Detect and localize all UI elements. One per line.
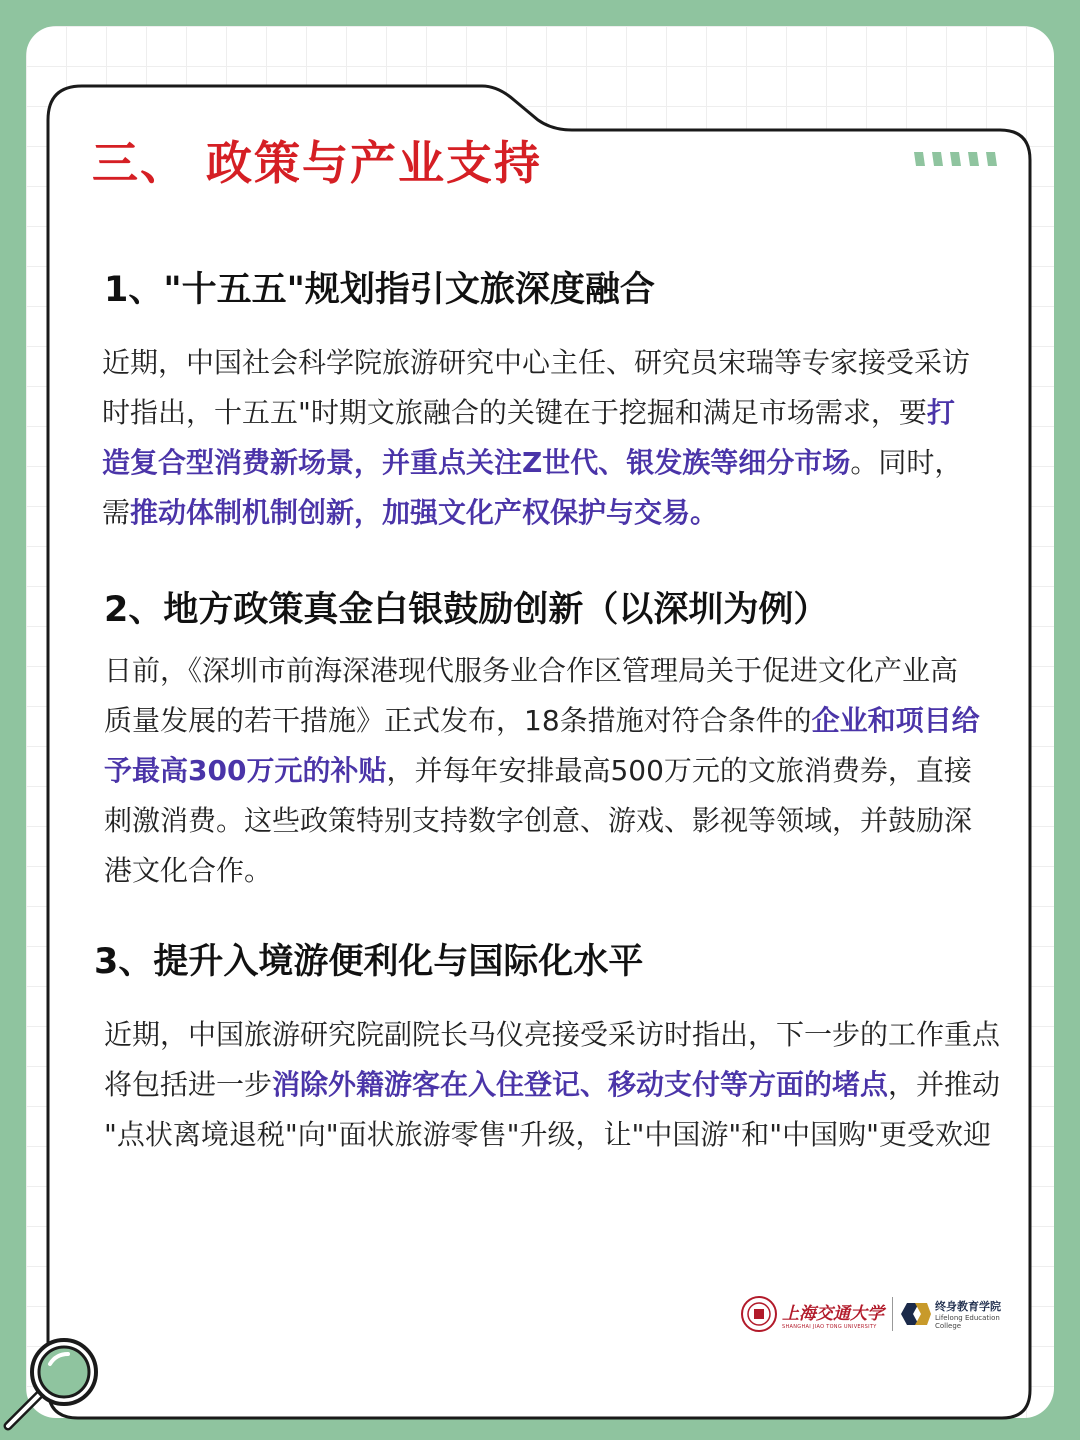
lifelong-education-logo-icon xyxy=(901,1299,931,1329)
item-3-body xyxy=(104,1010,1014,1160)
item-2-body xyxy=(104,646,984,896)
body-text: 日前，《深圳市前海深港现代服务业合作区管理局关于促进文化产业高质量发展的若干措施》正式发布，18条措施对符合条件的 xyxy=(104,654,959,737)
footer-logos xyxy=(740,1292,1010,1336)
decorative-stripes-icon xyxy=(912,148,998,170)
lec-name-en-2: College xyxy=(935,1322,962,1330)
logo-divider xyxy=(892,1297,893,1331)
lec-name-en-1: Lifelong Education xyxy=(935,1314,1000,1322)
highlight-text: 推动体制机制创新，加强文化产权保护与交易。 xyxy=(130,496,719,529)
highlight-text: 企业和项目给予最高300万元的补贴 xyxy=(104,704,980,787)
body-text: ，并推动 "点状离境退税"向"面状旅游零售"升级，让"中国游"和"中国购"更受欢迎 xyxy=(104,1068,1001,1151)
highlight-text: 打造复合型消费新场景，并重点关注Z世代、银发族等细分市场 xyxy=(102,396,955,479)
item-1-body xyxy=(102,338,982,538)
body-text: 。同时，需 xyxy=(102,446,963,529)
body-text: 近期，中国社会科学院旅游研究中心主任、研究员宋瑞等专家接受采访时指出，十五五"时期文旅融合的关键在于挖掘和满足市场需求，要 xyxy=(102,346,971,429)
body-text: ，并每年安排最高500万元的文旅消费券，直接刺激消费。这些政策特别支持数字创意、游戏、影视等领域，并鼓励深港文化合作。 xyxy=(104,754,973,887)
highlight-text: 消除外籍游客在入住登记、移动支付等方面的堵点 xyxy=(272,1068,889,1101)
sjtu-name-en: SHANGHAI JIAO TONG UNIVERSITY xyxy=(782,1323,877,1330)
lec-name-cn: 终身教育学院 xyxy=(935,1300,1001,1313)
item-1-heading: 1、"十五五"规划指引文旅深度融合 xyxy=(104,270,655,310)
item-3-heading: 3、提升入境游便利化与国际化水平 xyxy=(94,942,644,982)
sjtu-seal-icon xyxy=(740,1295,778,1333)
section-title: 三、 政策与产业支持 xyxy=(92,136,543,190)
magnifier-icon xyxy=(0,1330,110,1440)
body-text: 近期，中国旅游研究院副院长马仪亮接受采访时指出，下一步的工作重点将包括进一步 xyxy=(104,1018,1001,1101)
sjtu-name-cn: 上海交通大学 xyxy=(782,1303,884,1324)
item-2-heading: 2、地方政策真金白银鼓励创新（以深圳为例） xyxy=(104,590,829,630)
